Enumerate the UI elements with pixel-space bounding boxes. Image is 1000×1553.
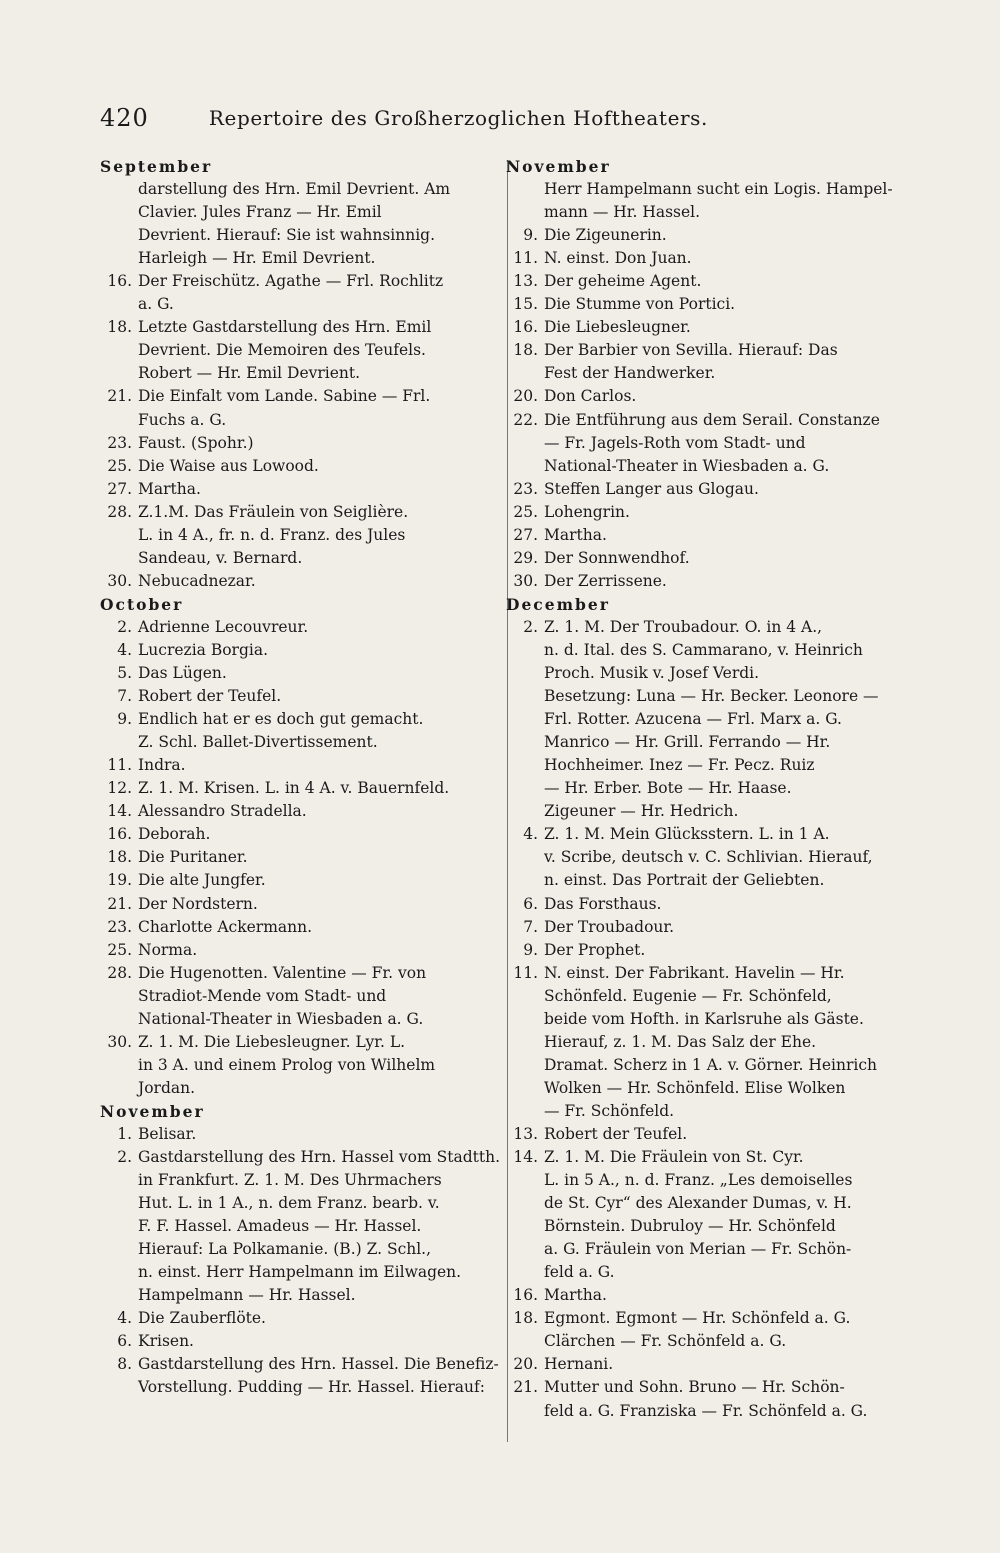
entry-day: 11. — [513, 963, 538, 982]
performance-entry — [513, 570, 911, 593]
performance-entry — [513, 1123, 911, 1146]
performance-entry — [513, 409, 911, 432]
entry-day: 25. — [107, 456, 132, 475]
performance-entry — [118, 616, 498, 639]
entry-continuation: F. F. Hassel. Amadeus — Hr. Hassel. — [138, 1217, 422, 1236]
performance-entry — [118, 1330, 498, 1353]
entry-continuation: Clärchen — Fr. Schönfeld a. G. — [544, 1332, 787, 1351]
entry-text: Z.1.M. Das Fräulein von Seiglière. — [138, 502, 409, 521]
entry-text: Lucrezia Borgia. — [138, 640, 269, 659]
performance-entry — [513, 1353, 911, 1376]
entry-text: Deborah. — [138, 825, 211, 844]
entry-text: Die alte Jungfer. — [138, 871, 266, 890]
entry-text: Das Forsthaus. — [544, 894, 662, 913]
entry-text: N. einst. Don Juan. — [544, 249, 692, 268]
entry-continuation: de St. Cyr“ des Alexander Dumas, v. H. — [544, 1194, 852, 1213]
performance-entry — [107, 916, 498, 939]
performance-entry — [118, 1307, 498, 1330]
entry-continuation: Fuchs a. G. — [138, 410, 227, 429]
entry-day: 9. — [117, 710, 132, 729]
entry-day: 18. — [107, 848, 132, 867]
entry-text: Die Stumme von Portici. — [544, 295, 736, 314]
entry-text: Charlotte Ackermann. — [138, 917, 313, 936]
entry-text: Die Entführung aus dem Serail. Constanze — [544, 410, 880, 429]
entry-day: 29. — [513, 548, 538, 567]
entry-text: Z. 1. M. Die Fräulein von St. Cyr. — [544, 1148, 804, 1167]
performance-entry — [513, 339, 911, 362]
entry-day: 2. — [117, 617, 132, 636]
entry-text: Martha. — [138, 479, 201, 498]
performance-entry — [107, 501, 498, 524]
entry-day: 25. — [513, 502, 538, 521]
entry-text: Der Sonnwendhof. — [544, 548, 690, 567]
entry-text: Krisen. — [138, 1332, 194, 1351]
entry-continuation: — Fr. Jagels-Roth vom Stadt- und — [544, 433, 806, 452]
performance-entry — [107, 962, 498, 985]
performance-entry — [107, 478, 498, 501]
entry-day: 21. — [107, 894, 132, 913]
entry-continuation: Hut. L. in 1 A., n. dem Franz. bearb. v. — [138, 1194, 440, 1213]
entry-text: Der Zerrissene. — [544, 571, 667, 590]
entry-text: Nebucadnezar. — [138, 571, 256, 590]
entry-day: 23. — [107, 917, 132, 936]
performance-entry — [513, 962, 911, 985]
entry-day: 11. — [107, 756, 132, 775]
entry-continuation: Fest der Handwerker. — [544, 364, 716, 383]
entry-day: 20. — [513, 387, 538, 406]
entry-continuation: Robert — Hr. Emil Devrient. — [138, 364, 361, 383]
performance-entry — [513, 1376, 911, 1399]
entry-continuation: Stradiot-Mende vom Stadt- und — [138, 986, 387, 1005]
entry-continuation: — Hr. Erber. Bote — Hr. Haase. — [544, 779, 792, 798]
performance-entry — [517, 823, 911, 846]
performance-entry — [513, 501, 911, 524]
entry-continuation: Devrient. Hierauf: Sie ist wahnsinnig. — [138, 226, 436, 245]
performance-entry — [117, 1146, 501, 1169]
entry-text: Die Liebesleugner. — [544, 318, 691, 337]
entry-continuation: Herr Hampelmann sucht ein Logis. Hampel- — [544, 180, 893, 199]
performance-entry — [107, 270, 498, 293]
entry-text: Die Puritaner. — [138, 848, 248, 867]
performance-entry — [517, 916, 911, 939]
page-number: 420 — [100, 104, 149, 132]
entry-day: 16. — [107, 825, 132, 844]
entry-day: 11. — [513, 249, 538, 268]
performance-entry — [513, 270, 911, 293]
entry-continuation: Vorstellung. Pudding — Hr. Hassel. Hierauf: — [138, 1378, 485, 1397]
performance-entry — [107, 455, 498, 478]
entry-day: 25. — [107, 940, 132, 959]
entry-continuation: v. Scribe, deutsch v. C. Schlivian. Hierauf, — [544, 848, 873, 867]
entry-continuation: Schönfeld. Eugenie — Fr. Schönfeld, — [544, 986, 832, 1005]
month-heading: November — [506, 157, 611, 176]
performance-entry — [513, 385, 911, 408]
performance-entry — [107, 316, 498, 339]
performance-entry — [118, 685, 498, 708]
entry-continuation: n. d. Ital. des S. Cammarano, v. Heinrich — [544, 640, 863, 659]
entry-continuation: Harleigh — Hr. Emil Devrient. — [138, 249, 376, 268]
entry-text: Robert der Teufel. — [138, 687, 282, 706]
performance-entry — [513, 547, 911, 570]
entry-continuation: feld a. G. Franziska — Fr. Schönfeld a. G. — [544, 1401, 868, 1420]
entry-day: 7. — [523, 917, 538, 936]
entry-day: 28. — [107, 963, 132, 982]
entry-day: 2. — [523, 617, 538, 636]
entry-day: 30. — [513, 571, 538, 590]
entry-day: 1. — [117, 1124, 132, 1143]
entry-continuation: Dramat. Scherz in 1 A. v. Görner. Heinrich — [544, 1055, 878, 1074]
entry-text: Die Zauberflöte. — [138, 1309, 266, 1328]
entry-continuation: Wolken — Hr. Schönfeld. Elise Wolken — [544, 1078, 846, 1097]
entry-text: Z. 1. M. Der Troubadour. O. in 4 A., — [544, 617, 823, 636]
entry-text: Martha. — [544, 525, 607, 544]
performance-entry — [118, 639, 498, 662]
entry-continuation: National-Theater in Wiesbaden a. G. — [544, 456, 830, 475]
entry-day: 16. — [107, 272, 132, 291]
entry-continuation: a. G. Fräulein von Merian — Fr. Schön- — [544, 1240, 852, 1259]
month-heading: September — [100, 157, 213, 176]
entry-day: 9. — [523, 226, 538, 245]
entry-day: 21. — [513, 1378, 538, 1397]
performance-entry — [517, 224, 911, 247]
left-column — [100, 155, 501, 1400]
entry-day: 20. — [513, 1355, 538, 1374]
entry-text: Die Zigeunerin. — [544, 226, 667, 245]
entry-text: Der geheime Agent. — [544, 272, 702, 291]
entry-continuation: National-Theater in Wiesbaden a. G. — [138, 1009, 424, 1028]
entry-continuation: Proch. Musik v. Josef Verdi. — [544, 664, 760, 683]
entry-continuation: Hochheimer. Inez — Fr. Pecz. Ruiz — [544, 756, 815, 775]
performance-entry — [107, 823, 498, 846]
entry-day: 6. — [117, 1332, 132, 1351]
entry-continuation: mann — Hr. Hassel. — [544, 203, 701, 222]
entry-day: 7. — [117, 687, 132, 706]
entry-day: 18. — [513, 341, 538, 360]
performance-entry — [513, 247, 911, 270]
performance-entry — [513, 1146, 911, 1169]
entry-continuation: Manrico — Hr. Grill. Ferrando — Hr. — [544, 733, 831, 752]
entry-day: 23. — [513, 479, 538, 498]
entry-text: Der Prophet. — [544, 940, 646, 959]
entry-text: Endlich hat er es doch gut gemacht. — [138, 710, 424, 729]
entry-continuation: feld a. G. — [544, 1263, 615, 1282]
entry-day: 16. — [513, 318, 538, 337]
entry-text: Adrienne Lecouvreur. — [138, 617, 309, 636]
entry-day: 27. — [513, 525, 538, 544]
entry-continuation: n. einst. Herr Hampelmann im Eilwagen. — [138, 1263, 462, 1282]
performance-entry — [513, 1284, 911, 1307]
entry-continuation: L. in 4 A., fr. n. d. Franz. des Jules — [138, 525, 406, 544]
entry-day: 18. — [107, 318, 132, 337]
entry-day: 14. — [513, 1148, 538, 1167]
entry-text: Der Nordstern. — [138, 894, 258, 913]
entry-continuation: Sandeau, v. Bernard. — [138, 548, 303, 567]
entry-continuation: beide vom Hofth. in Karlsruhe als Gäste. — [544, 1009, 864, 1028]
entry-day: 9. — [523, 940, 538, 959]
entry-continuation: in Frankfurt. Z. 1. M. Des Uhrmachers — [138, 1171, 442, 1190]
entry-day: 15. — [513, 295, 538, 314]
month-heading: December — [506, 594, 610, 614]
entry-continuation: Frl. Rotter. Azucena — Frl. Marx a. G. — [544, 710, 842, 729]
entry-continuation: — Fr. Schönfeld. — [544, 1101, 675, 1120]
page-header — [100, 104, 708, 140]
performance-entry — [107, 570, 498, 593]
entry-continuation: Hierauf: La Polkamanie. (B.) Z. Schl., — [138, 1240, 432, 1259]
performance-entry — [517, 939, 911, 962]
performance-entry — [107, 869, 498, 892]
entry-text: Faust. (Spohr.) — [138, 433, 254, 452]
entry-text: Lohengrin. — [544, 502, 630, 521]
entry-continuation: n. einst. Das Portrait der Geliebten. — [544, 871, 825, 890]
performance-entry — [517, 616, 911, 639]
entry-text: Egmont. Egmont — Hr. Schönfeld a. G. — [544, 1309, 851, 1328]
entry-text: Robert der Teufel. — [544, 1124, 688, 1143]
entry-continuation: L. in 5 A., n. d. Franz. „Les demoiselles — [544, 1171, 853, 1190]
performance-entry — [517, 893, 911, 916]
performance-entry — [513, 478, 911, 501]
entry-day: 14. — [107, 802, 132, 821]
entry-text: Gastdarstellung des Hrn. Hassel. Die Benefiz- — [138, 1355, 499, 1374]
entry-text: Martha. — [544, 1286, 607, 1305]
performance-entry — [107, 1031, 498, 1054]
performance-entry — [513, 293, 911, 316]
entry-continuation: Z. Schl. Ballet-Divertissement. — [138, 733, 378, 752]
performance-entry — [118, 708, 498, 731]
running-title: Repertoire des Großherzoglichen Hoftheaters. — [208, 106, 708, 130]
entry-text: Hernani. — [544, 1355, 614, 1374]
entry-continuation: Hierauf, z. 1. M. Das Salz der Ehe. — [544, 1032, 817, 1051]
entry-text: Mutter und Sohn. Bruno — Hr. Schön- — [544, 1378, 845, 1397]
entry-continuation: a. G. — [138, 295, 174, 314]
entry-text: Z. 1. M. Krisen. L. in 4 A. v. Bauernfeld. — [138, 779, 450, 798]
entry-continuation: Börnstein. Dubruloy — Hr. Schönfeld — [544, 1217, 836, 1236]
performance-entry — [513, 524, 911, 547]
performance-entry — [107, 939, 498, 962]
performance-entry — [107, 777, 498, 800]
entry-text: Belisar. — [138, 1124, 197, 1143]
entry-continuation: darstellung des Hrn. Emil Devrient. Am — [138, 180, 451, 199]
performance-entry — [118, 1353, 498, 1376]
performance-entry — [513, 316, 911, 339]
entry-continuation: Zigeuner — Hr. Hedrich. — [544, 802, 739, 821]
entry-continuation: Devrient. Die Memoiren des Teufels. — [138, 341, 426, 360]
performance-entry — [118, 662, 498, 685]
entry-day: 2. — [117, 1148, 132, 1167]
entry-text: Don Carlos. — [544, 387, 637, 406]
entry-day: 18. — [513, 1309, 538, 1328]
entry-text: Indra. — [138, 756, 186, 775]
entry-day: 28. — [107, 502, 132, 521]
entry-text: Steffen Langer aus Glogau. — [544, 479, 759, 498]
entry-text: Das Lügen. — [138, 664, 227, 683]
entry-text: Der Freischütz. Agathe — Frl. Rochlitz — [138, 272, 444, 291]
entry-text: Alessandro Stradella. — [138, 802, 307, 821]
entry-continuation: Hampelmann — Hr. Hassel. — [138, 1286, 356, 1305]
entry-day: 13. — [513, 1124, 538, 1143]
entry-day: 23. — [107, 433, 132, 452]
entry-text: N. einst. Der Fabrikant. Havelin — Hr. — [544, 963, 845, 982]
entry-day: 30. — [107, 571, 132, 590]
entry-text: Gastdarstellung des Hrn. Hassel vom Stadtth. — [138, 1148, 501, 1167]
entry-day: 4. — [117, 640, 132, 659]
right-column — [506, 155, 911, 1423]
entry-day: 8. — [117, 1355, 132, 1374]
entry-day: 27. — [107, 479, 132, 498]
entry-day: 30. — [107, 1032, 132, 1051]
performance-entry — [107, 800, 498, 823]
entry-continuation: Clavier. Jules Franz — Hr. Emil — [138, 203, 382, 222]
entry-day: 16. — [513, 1286, 538, 1305]
entry-continuation: in 3 A. und einem Prolog von Wilhelm — [138, 1055, 436, 1074]
entry-text: Der Troubadour. — [544, 917, 675, 936]
entry-day: 19. — [107, 871, 132, 890]
performance-entry — [107, 432, 498, 455]
entry-text: Der Barbier von Sevilla. Hierauf: Das — [544, 341, 838, 360]
entry-text: Die Waise aus Lowood. — [138, 456, 319, 475]
performance-entry — [118, 1123, 498, 1146]
performance-entry — [107, 846, 498, 869]
entry-text: Z. 1. M. Mein Glücksstern. L. in 1 A. — [544, 825, 830, 844]
entry-day: 13. — [513, 272, 538, 291]
month-heading: November — [100, 1101, 205, 1121]
entry-day: 6. — [523, 894, 538, 913]
month-heading: October — [100, 594, 184, 614]
entry-text: Die Einfalt vom Lande. Sabine — Frl. — [138, 387, 431, 406]
entry-text: Die Hugenotten. Valentine — Fr. von — [138, 963, 427, 982]
entry-day: 21. — [107, 387, 132, 406]
entry-continuation: Jordan. — [138, 1078, 196, 1097]
entry-day: 4. — [117, 1309, 132, 1328]
entry-day: 12. — [107, 779, 132, 798]
performance-entry — [513, 1307, 911, 1330]
performance-entry — [107, 385, 498, 408]
entry-text: Z. 1. M. Die Liebesleugner. Lyr. L. — [138, 1032, 406, 1051]
entry-day: 5. — [117, 664, 132, 683]
performance-entry — [107, 754, 498, 777]
entry-text: Letzte Gastdarstellung des Hrn. Emil — [138, 318, 432, 337]
entry-day: 4. — [523, 825, 538, 844]
entry-text: Norma. — [138, 940, 198, 959]
entry-continuation: Besetzung: Luna — Hr. Becker. Leonore — — [544, 687, 879, 706]
entry-day: 22. — [513, 410, 538, 429]
performance-entry — [107, 893, 498, 916]
